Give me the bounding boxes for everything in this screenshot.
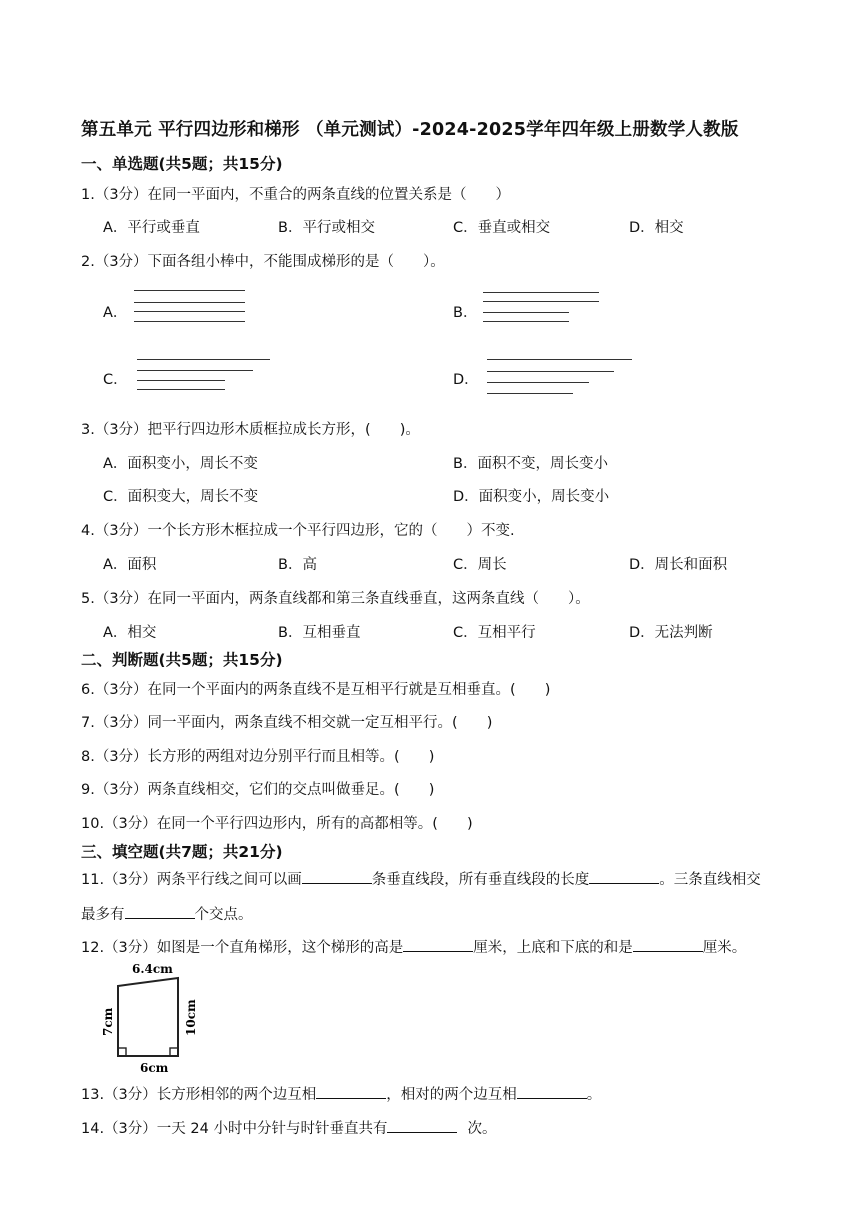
fig-top-label: 6.4cm [132,962,173,976]
question-12-stem [81,936,746,957]
q14-text-1: 14.（3分）一天 24 小时中分针与时针垂直共有 [81,1121,388,1137]
q1-option-c[interactable]: C．垂直或相交 [453,220,551,236]
question-11-line2 [81,903,253,924]
page-title: 第五单元 平行四边形和梯形 （单元测试）-2024-2025学年四年级上册数学人教版 [81,120,739,140]
q2-option-d[interactable]: D． [453,372,479,388]
q3-option-d[interactable]: D．面积变小，周长变小 [453,489,610,505]
question-14 [81,1117,496,1138]
q3-option-b[interactable]: B．面积不变，周长变小 [453,456,608,472]
q11-text-4: 最多有 [81,907,125,923]
question-1-stem: 1.（3分）在同一平面内，不重合的两条直线的位置关系是（ ） [81,187,511,203]
q1-option-b[interactable]: B．平行或相交 [278,220,375,236]
q5-option-d[interactable]: D．无法判断 [629,625,713,641]
question-9: 9.（3分）两条直线相交，它们的交点叫做垂足。( ) [81,782,435,798]
q4-option-d[interactable]: D．周长和面积 [629,557,728,573]
q13-text-2: ，相对的两个边互相 [386,1087,517,1103]
q11-blank-3[interactable] [125,904,195,919]
q13-text-3: 。 [586,1087,602,1103]
q3-option-c[interactable]: C．面积变大，周长不变 [103,489,259,505]
fig-right-label: 10cm [184,999,198,1036]
fig-bottom-label: 6cm [140,1061,169,1074]
q13-blank-2[interactable] [517,1084,587,1099]
q5-option-c[interactable]: C．互相平行 [453,625,536,641]
section-heading-true-false: 二、判断题(共5题；共15分) [81,651,283,669]
q12-blank-2[interactable] [633,937,703,952]
q13-blank-1[interactable] [316,1084,386,1099]
q12-text-3: 厘米。 [702,940,747,956]
q4-option-b[interactable]: B．高 [278,557,317,573]
q12-blank-1[interactable] [403,937,473,952]
question-11-line1 [81,868,761,889]
q11-text-5: 个交点。 [194,907,253,923]
question-4-stem: 4.（3分）一个长方形木框拉成一个平行四边形，它的（ ）不变. [81,523,515,539]
section-heading-single-choice: 一、单选题(共5题；共15分) [81,155,283,173]
question-7: 7.（3分）同一平面内，两条直线不相交就一定互相平行。( ) [81,715,493,731]
fig-left-label: 7cm [101,1007,115,1036]
q11-blank-1[interactable] [302,869,372,884]
q11-text-3: 。三条直线相交 [659,872,761,888]
q4-option-a[interactable]: A．面积 [103,557,157,573]
q14-text-2: 次。 [467,1121,497,1137]
q4-option-c[interactable]: C．周长 [453,557,507,573]
q3-option-a[interactable]: A．面积变小，周长不变 [103,456,258,472]
question-3-stem: 3.（3分）把平行四边形木质框拉成长方形，( )。 [81,422,420,438]
q2-option-a[interactable]: A． [103,305,128,321]
q1-option-a[interactable]: A．平行或垂直 [103,220,200,236]
question-5-stem: 5.（3分）在同一平面内，两条直线都和第三条直线垂直，这两条直线（ ）。 [81,591,590,607]
section-heading-fill-in: 三、填空题(共7题；共21分) [81,843,283,861]
q12-text-2: 厘米，上底和下底的和是 [473,940,633,956]
q2-option-c[interactable]: C． [103,372,128,388]
q13-text-1: 13.（3分）长方形相邻的两个边互相 [81,1087,317,1103]
question-6: 6.（3分）在同一个平面内的两条直线不是互相平行就是互相垂直。( ) [81,682,551,698]
q11-text-2: 条垂直线段，所有垂直线段的长度 [371,872,590,888]
q11-text-1: 11.（3分）两条平行线之间可以画 [81,872,302,888]
q2-option-b[interactable]: B． [453,305,478,321]
question-8: 8.（3分）长方形的两组对边分别平行而且相等。( ) [81,749,435,765]
question-2-stem: 2.（3分）下面各组小棒中，不能围成梯形的是（ ）。 [81,254,445,270]
question-10: 10.（3分）在同一个平行四边形内，所有的高都相等。( ) [81,816,473,832]
q12-text-1: 12.（3分）如图是一个直角梯形，这个梯形的高是 [81,940,404,956]
right-trapezoid-figure [96,958,216,1074]
question-13 [81,1083,601,1104]
q5-option-b[interactable]: B．互相垂直 [278,625,361,641]
q1-option-d[interactable]: D．相交 [629,220,684,236]
q5-option-a[interactable]: A．相交 [103,625,157,641]
q11-blank-2[interactable] [589,869,659,884]
q14-blank-1[interactable] [387,1118,457,1133]
